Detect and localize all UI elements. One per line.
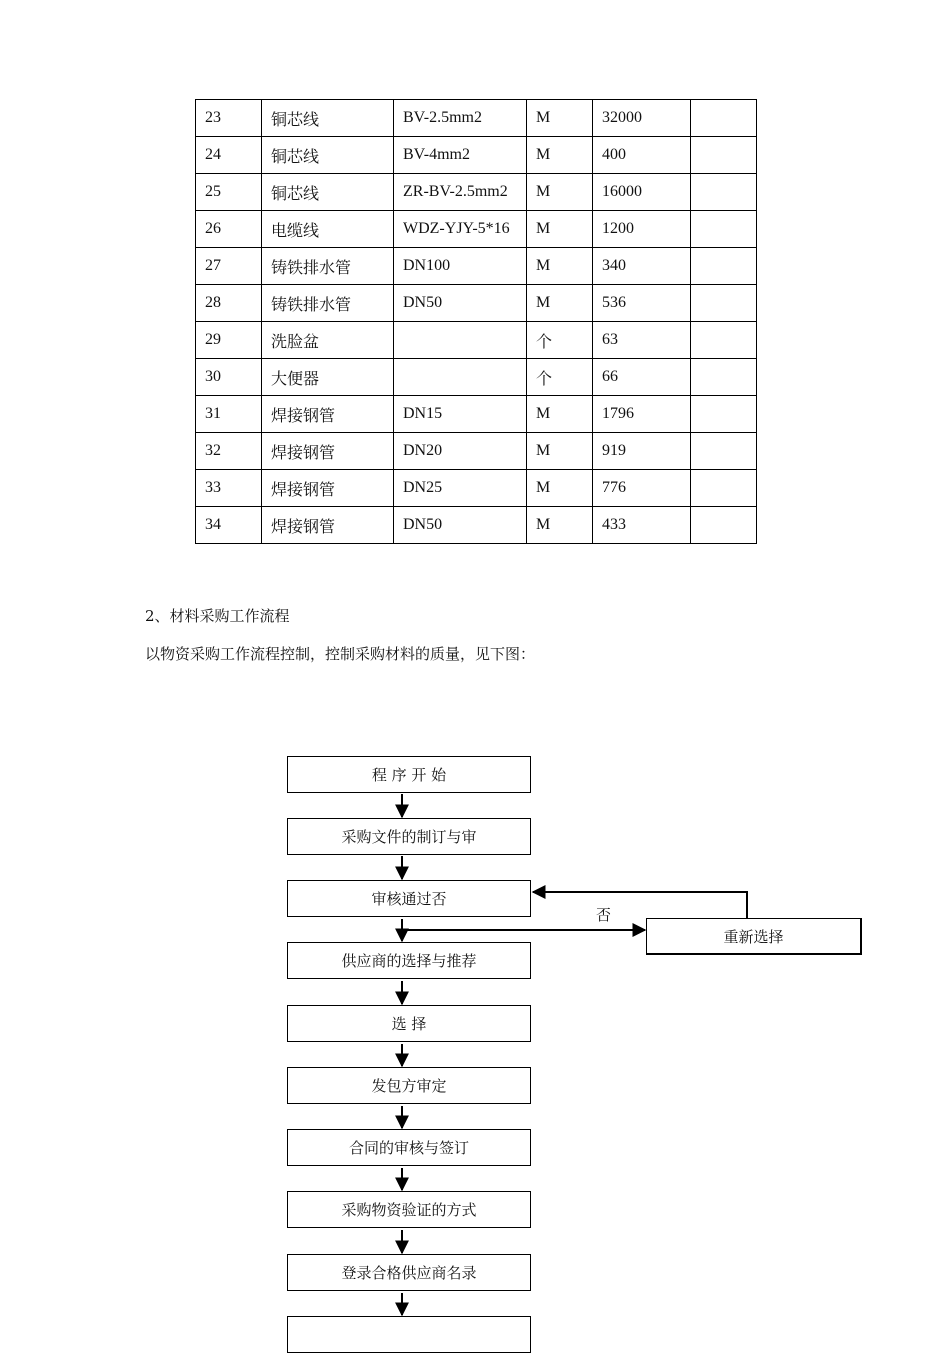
cell-item-number: 25 xyxy=(196,174,262,211)
cell-remark xyxy=(691,433,757,470)
cell-item-number: 33 xyxy=(196,470,262,507)
cell-item-number: 34 xyxy=(196,507,262,544)
cell-quantity: 340 xyxy=(593,248,691,285)
cell-quantity: 776 xyxy=(593,470,691,507)
cell-unit: M xyxy=(527,211,593,248)
cell-material-name: 铸铁排水管 xyxy=(262,248,394,285)
table-row xyxy=(196,100,757,137)
cell-remark xyxy=(691,100,757,137)
cell-remark xyxy=(691,470,757,507)
cell-item-number: 27 xyxy=(196,248,262,285)
table-row xyxy=(196,322,757,359)
cell-specification: DN100 xyxy=(394,248,527,285)
cell-item-number: 28 xyxy=(196,285,262,322)
table-row xyxy=(196,211,757,248)
flow-step-procurement-docs: 采购文件的制订与审 xyxy=(287,818,531,855)
cell-material-name: 铜芯线 xyxy=(262,137,394,174)
cell-remark xyxy=(691,248,757,285)
cell-item-number: 29 xyxy=(196,322,262,359)
cell-specification: ZR-BV-2.5mm2 xyxy=(394,174,527,211)
table-row xyxy=(196,507,757,544)
flow-step-client-approval: 发包方审定 xyxy=(287,1067,531,1104)
section-heading: 2、材料采购工作流程 xyxy=(145,607,290,625)
cell-quantity: 1200 xyxy=(593,211,691,248)
cell-unit: M xyxy=(527,433,593,470)
cell-unit: M xyxy=(527,396,593,433)
materials-table xyxy=(195,99,757,544)
cell-remark xyxy=(691,396,757,433)
cell-unit: M xyxy=(527,470,593,507)
cell-item-number: 32 xyxy=(196,433,262,470)
materials-table-body xyxy=(196,100,757,544)
cell-specification: WDZ-YJY-5*16 xyxy=(394,211,527,248)
cell-unit: M xyxy=(527,285,593,322)
cell-specification: DN20 xyxy=(394,433,527,470)
flow-step-contract: 合同的审核与签订 xyxy=(287,1129,531,1166)
cell-specification xyxy=(394,322,527,359)
flow-step-start: 程 序 开 始 xyxy=(287,756,531,793)
return-arrow xyxy=(533,892,747,918)
flow-step-select: 选 择 xyxy=(287,1005,531,1042)
cell-quantity: 66 xyxy=(593,359,691,396)
cell-item-number: 24 xyxy=(196,137,262,174)
flow-step-review-decision: 审核通过否 xyxy=(287,880,531,917)
table-row xyxy=(196,396,757,433)
cell-unit: M xyxy=(527,174,593,211)
cell-item-number: 30 xyxy=(196,359,262,396)
cell-quantity: 32000 xyxy=(593,100,691,137)
cell-specification xyxy=(394,359,527,396)
cell-item-number: 31 xyxy=(196,396,262,433)
table-row xyxy=(196,248,757,285)
cell-material-name: 铸铁排水管 xyxy=(262,285,394,322)
cell-remark xyxy=(691,507,757,544)
cell-material-name: 焊接钢管 xyxy=(262,470,394,507)
cell-quantity: 1796 xyxy=(593,396,691,433)
cell-material-name: 大便器 xyxy=(262,359,394,396)
flow-step-next xyxy=(287,1316,531,1353)
cell-quantity: 919 xyxy=(593,433,691,470)
flow-step-supplier-register: 登录合格供应商名录 xyxy=(287,1254,531,1291)
table-row xyxy=(196,137,757,174)
cell-material-name: 电缆线 xyxy=(262,211,394,248)
flow-step-verification: 采购物资验证的方式 xyxy=(287,1191,531,1228)
cell-specification: BV-4mm2 xyxy=(394,137,527,174)
cell-quantity: 16000 xyxy=(593,174,691,211)
cell-unit: M xyxy=(527,137,593,174)
cell-remark xyxy=(691,285,757,322)
cell-specification: DN50 xyxy=(394,507,527,544)
table-row xyxy=(196,433,757,470)
cell-specification: DN15 xyxy=(394,396,527,433)
cell-material-name: 铜芯线 xyxy=(262,174,394,211)
cell-remark xyxy=(691,137,757,174)
cell-item-number: 23 xyxy=(196,100,262,137)
cell-specification: DN50 xyxy=(394,285,527,322)
flow-step-supplier-recommend: 供应商的选择与推荐 xyxy=(287,942,531,979)
cell-material-name: 焊接钢管 xyxy=(262,396,394,433)
cell-unit: M xyxy=(527,507,593,544)
cell-remark xyxy=(691,174,757,211)
cell-material-name: 铜芯线 xyxy=(262,100,394,137)
cell-quantity: 536 xyxy=(593,285,691,322)
cell-material-name: 洗脸盆 xyxy=(262,322,394,359)
cell-quantity: 400 xyxy=(593,137,691,174)
cell-remark xyxy=(691,211,757,248)
reject-label: 否 xyxy=(596,906,612,924)
cell-quantity: 433 xyxy=(593,507,691,544)
cell-quantity: 63 xyxy=(593,322,691,359)
table-row xyxy=(196,285,757,322)
table-row xyxy=(196,174,757,211)
cell-remark xyxy=(691,359,757,396)
table-row xyxy=(196,359,757,396)
table-row xyxy=(196,470,757,507)
cell-item-number: 26 xyxy=(196,211,262,248)
cell-specification: DN25 xyxy=(394,470,527,507)
section-intro: 以物资采购工作流程控制，控制采购材料的质量，见下图： xyxy=(145,645,536,663)
cell-unit: M xyxy=(527,248,593,285)
flow-step-reselect: 重新选择 xyxy=(646,918,862,955)
cell-material-name: 焊接钢管 xyxy=(262,507,394,544)
cell-specification: BV-2.5mm2 xyxy=(394,100,527,137)
cell-unit: 个 xyxy=(527,322,593,359)
cell-unit: M xyxy=(527,100,593,137)
cell-remark xyxy=(691,322,757,359)
cell-material-name: 焊接钢管 xyxy=(262,433,394,470)
cell-unit: 个 xyxy=(527,359,593,396)
